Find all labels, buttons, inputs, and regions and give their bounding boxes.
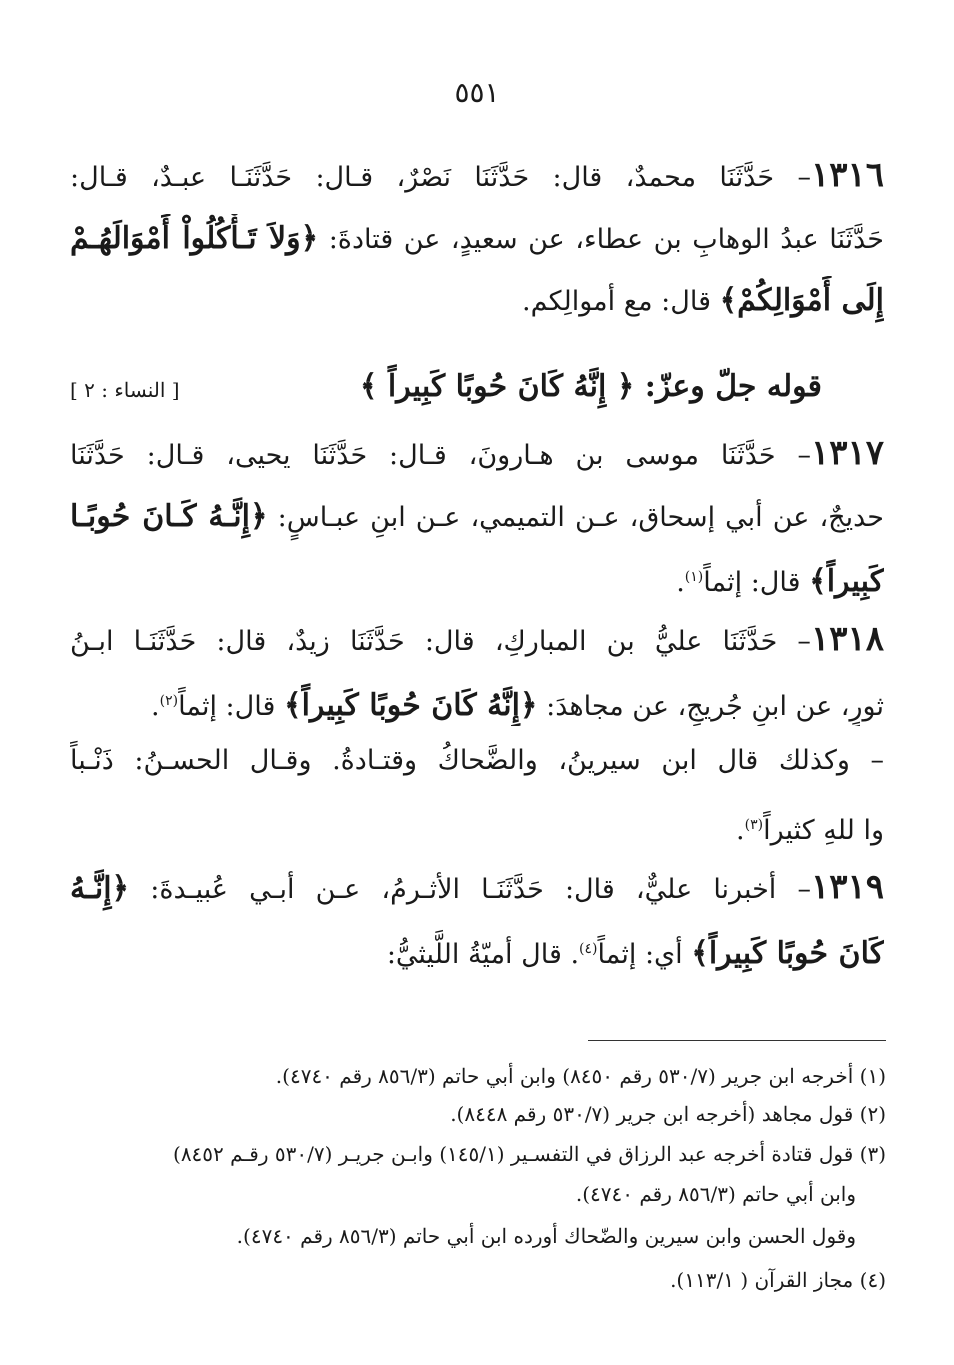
quran-verse: ﴿إِنَّهُ كَانَ حُوبًا كَبِيراً﴾: [283, 688, 538, 723]
hadith-number: ١٣١٩: [810, 867, 884, 907]
page-number: ٥٥١: [454, 76, 500, 109]
entry-1318-line-1: ١٣١٨– حَدَّثَنَا عليُّ بن المباركِ، قال: حَدَّثَنَا زيدٌ، قال: حَدَّثَنَـا ابـنُ: [70, 619, 884, 659]
quran-verse: ﴿إِنَّـهُ: [70, 871, 130, 906]
surah-reference: [ النساء : ٢ ]: [70, 378, 180, 402]
footnote-marker: (٢): [159, 693, 179, 709]
entry-1316-line-2: حَدَّثَنَا عبدُ الوهابِ بن عطاء، عن سعيدٍ، عن قتادةَ: ﴿وَلاَ تَـأْكُلُواْ أَمْوَالَهُـمْ: [70, 221, 884, 256]
footnote-divider: [588, 1040, 886, 1041]
entry-1316-line-1: ١٣١٦– حَدَّثَنَا محمدٌ، قال: حَدَّثَنَا نَصْرٌ، قـال: حَدَّثَنَـا عبـدٌ، قـال:: [70, 155, 884, 195]
entry-1318-line-4: وا للهِ كثيراً$^{(٣)}$.: [736, 815, 884, 846]
entry-1316-line-3: إِلَى أَمْوَالِكُمْ﴾ قال: مع أموالِكم.: [522, 283, 884, 318]
footnote-marker: (٣): [744, 817, 764, 833]
footnote-3-cont: وابن أبي حاتم (٨٥٦/٣ رقم ٤٧٤٠).: [575, 1182, 856, 1206]
entry-1318-line-2: ثورٍ، عن ابنِ جُريجٍ، عن مجاهدَ: ﴿إِنَّهُ كَانَ حُوبًا كَبِيراً﴾ قال: إثماً$^{(٢)}$.: [151, 688, 884, 723]
quran-verse: ﴿إِنَّـهُ كَـانَ حُوبًـا: [70, 499, 268, 534]
footnote-marker: (٤): [579, 941, 598, 957]
quran-verse: كَبِيراً﴾: [809, 564, 884, 599]
quran-verse: إِلَى أَمْوَالِكُمْ﴾: [719, 283, 884, 318]
hadith-number: ١٣١٧: [810, 433, 884, 473]
quran-verse: ﴿وَلاَ تَـأْكُلُواْ أَمْوَالَهُـمْ: [70, 221, 319, 256]
section-heading: قوله جلّ وعزّ: ﴿ إِنَّهُ كَانَ حُوبًا كَبِيراً ﴾: [359, 369, 822, 404]
entry-1317-line-3: كَبِيراً﴾ قال: إثماً$^{(١)}$.: [676, 564, 884, 599]
quran-verse: كَانَ حُوبًا كَبِيراً﴾: [691, 936, 884, 971]
hadith-number: ١٣١٦: [810, 155, 884, 195]
entry-1319-line-2: كَانَ حُوبًا كَبِيراً﴾ أي: إثماً$^{(٤)}$. قال أميّةُ اللَّيثيُّ:: [386, 936, 884, 971]
entry-1317-line-1: ١٣١٧– حَدَّثَنَا موسى بن هـارونَ، قـال: حَدَّثَنَا يحيى، قـال: حَدَّثَنَا: [70, 433, 884, 473]
footnote-2: (٢) قول مجاهد (أخرجه ابن جرير (٥٣٠/٧ رقم ٨٤٤٨).: [450, 1102, 886, 1126]
quran-verse: ﴿ إِنَّهُ كَانَ حُوبًا كَبِيراً ﴾: [359, 369, 635, 404]
footnote-4: (٤) مجاز القرآن ( ١١٣/١).: [670, 1268, 886, 1292]
footnote-1: (١) أخرجه ابن جرير (٥٣٠/٧ رقم ٨٤٥٠) وابن أبي حاتم (٨٥٦/٣ رقم ٤٧٤٠).: [275, 1064, 886, 1088]
footnote-3-extra: وقول الحسن وابن سيرين والضّحاك أورده ابن أبي حاتم (٨٥٦/٣ رقم ٤٧٤٠).: [236, 1224, 856, 1248]
hadith-number: ١٣١٨: [810, 619, 884, 659]
entry-1318-line-3: – وكذلك قال ابن سيرينُ، والضَّحاكُ وقتـادةُ. وقـال الحسـنُ: ذَنْـباً: [70, 745, 884, 776]
footnote-3: (٣) قول قتادة أخرجه عبد الرزاق في التفسـير (١٤٥/١) وابـن جريـر (٥٣٠/٧ رقـم ٨٤٥٢): [173, 1142, 886, 1166]
footnote-marker: (١): [684, 569, 704, 585]
entry-1319-line-1: ١٣١٩– أخبرنا عليٌّ، قال: حَدَّثَنَـا الأثـرمُ، عـن أبـي عُبيـدةَ: ﴿إِنَّـهُ: [70, 867, 884, 907]
entry-1317-line-2: حديجٌ، عن أبي إسحاق، عـن التميمي، عـن ابنِ عبـاسٍ: ﴿إِنَّـهُ كَـانَ حُوبًـا: [70, 499, 884, 534]
